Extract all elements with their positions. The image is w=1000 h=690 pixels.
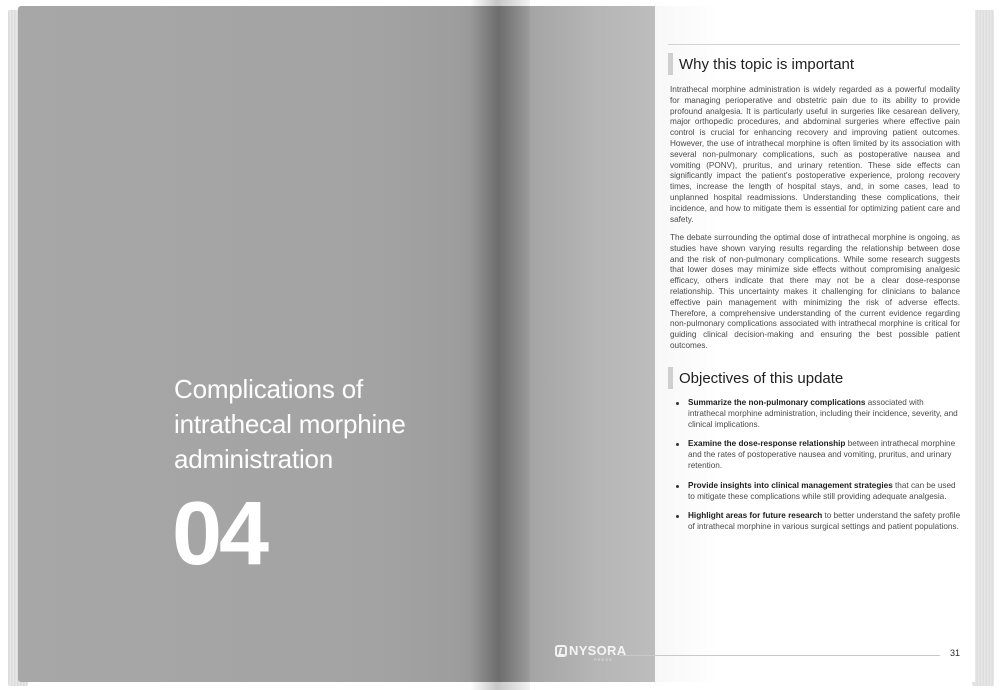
importance-heading: Why this topic is important: [679, 55, 855, 73]
logo-text: NYSORA: [569, 643, 627, 658]
heading-accent-bar: [668, 367, 673, 389]
book-spine: [470, 0, 530, 690]
page-number: 31: [950, 648, 961, 658]
importance-heading-block: [668, 52, 854, 76]
objective-text: to better understand the safety profile of intrathecal morphine in various surgical settings and patient populations.: [688, 511, 961, 532]
bullet-icon: [676, 443, 679, 446]
objective-text: that can be used to mitigate these complications while still providing adequate analgesia.: [688, 480, 956, 501]
bullet-icon: [676, 402, 679, 405]
publisher-logo: [555, 643, 626, 658]
objectives-heading: Objectives of this update: [679, 369, 844, 387]
importance-paragraph-1: Intrathecal morphine administration is widely regarded as a powerful modality for managing perioperative and obstetric pain due to its ability to provide profound analgesia. It is particularly useful in surgeries like cesarean delivery, major orthopedic procedures, and abdominal surgeries where effective pain control is crucial for enhancing recovery and improving patient outcomes. However, the use of intrathecal morphine is often limited by its association with several non-pulmonary complications, such as postoperative nausea and vomiting (PONV), pruritus, and urinary retention. These side effects can significantly impact the patient's postoperative experience, prolong recovery times, increase the length of hospital stays, and, in some cases, lead to unplanned hospital readmissions. Understanding these complications, their incidence, and how to mitigate them is essential for optimizing patient care and safety.: [670, 85, 960, 224]
heading-accent-bar: [668, 53, 673, 75]
page-stack-right: [972, 10, 994, 686]
bullet-icon: [676, 485, 679, 488]
objective-text: between intrathecal morphine and the rates of postoperative nausea and vomiting, pruritus, and urinary retention.: [688, 439, 956, 470]
logo-subtext: PRESS: [594, 657, 613, 662]
nysora-logo-icon: [555, 645, 567, 657]
objective-item: [672, 481, 962, 503]
objective-lead: Provide insights into clinical management strategies: [688, 480, 893, 490]
top-divider: [668, 44, 960, 45]
objective-lead: Summarize the non-pulmonary complications: [688, 398, 866, 407]
objective-item: [672, 439, 962, 471]
footer-divider: [620, 655, 940, 656]
objectives-list: [672, 398, 962, 542]
importance-paragraph-2: The debate surrounding the optimal dose of intrathecal morphine is ongoing, as studies have shown varying results regarding the relationship between dose and the risk of non-pulmonary complications. While some research suggests that lower doses may minimize side effects without compromising analgesic efficacy, others indicate that there may not be a clear dose-response relationship. This uncertainty makes it challenging for clinicians to balance effective pain management with minimizing the risk of adverse effects. Therefore, a comprehensive understanding of the current evidence regarding non-pulmonary complications associated with intrathecal morphine is critical for guiding clinical decision-making and ensuring the best possible patient outcomes.: [670, 233, 960, 350]
objective-lead: Examine the dose-response relationship: [688, 439, 846, 449]
objective-item: [672, 398, 962, 430]
objective-text: associated with intrathecal morphine administration, including their incidence, severity, and clinical implications.: [688, 398, 958, 429]
chapter-title: Complications of intrathecal morphine administration: [174, 374, 406, 474]
objectives-heading-block: [668, 366, 843, 390]
objective-lead: Highlight areas for future research: [688, 511, 823, 521]
objective-item: [672, 511, 962, 533]
bullet-icon: [676, 515, 679, 518]
chapter-number: 04: [172, 484, 267, 584]
